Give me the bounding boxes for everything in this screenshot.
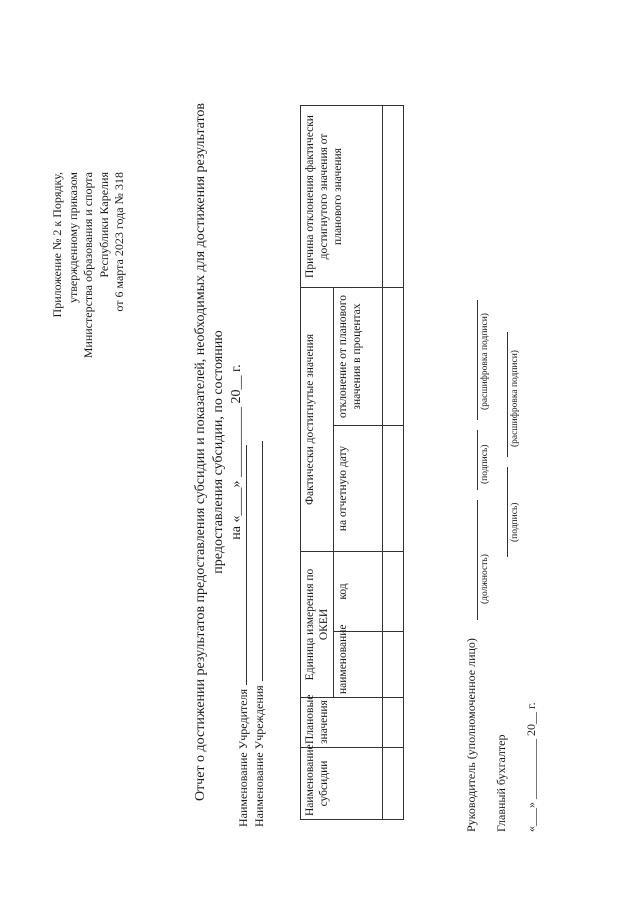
institution-label: Наименование Учреждения [252, 685, 266, 827]
annex-line: утвержденному приказом [65, 172, 80, 303]
signature-date-line: «___» __________ 20__ г. [524, 702, 538, 832]
annex-line: Министерства образования и спорта [81, 172, 95, 359]
header-planned-values: Плановые значения [301, 698, 383, 748]
head-position-line[interactable] [477, 500, 478, 620]
header-actual-date: на отчетную дату [334, 426, 383, 552]
signature-caption: (подпись) [480, 444, 490, 484]
annex-line: Республики Карелия [96, 172, 111, 278]
head-label: Руководитель (уполномоченное лицо) [464, 638, 478, 832]
accountant-label: Главный бухгалтер [494, 734, 508, 832]
signature-caption: (подпись) [510, 502, 520, 542]
rotated-landscape-form [20, 22, 620, 882]
header-unit-okei: Единица измерения по ОКЕИ [301, 552, 334, 698]
table-cell[interactable] [383, 106, 404, 288]
header-deviation-reason: Причина отклонения фактически достигнутого значения от планового значения [301, 106, 383, 288]
table-cell[interactable] [383, 748, 404, 820]
founder-input-line[interactable] [236, 445, 247, 685]
institution-field [252, 441, 266, 827]
position-caption: (должность) [480, 554, 490, 604]
table-cell[interactable] [383, 288, 404, 426]
report-title-line1: Отчет о достижении результатов предоставления субсидии и показателей, необходимых для достижения результатов [193, 102, 208, 802]
head-signature-line[interactable] [477, 430, 478, 490]
accountant-decoding-line[interactable] [507, 332, 508, 457]
results-table [300, 105, 404, 820]
decoding-caption: (расшифровка подписи) [510, 350, 520, 447]
table-cell[interactable] [383, 552, 404, 632]
institution-input-line[interactable] [252, 441, 263, 681]
accountant-signature-line[interactable] [507, 467, 508, 557]
annex-line: от 6 марта 2023 года № 318 [112, 172, 126, 312]
founder-field [236, 445, 250, 827]
table-row [383, 106, 404, 820]
report-date-line: на «____» __________ 20__ г. [229, 364, 244, 540]
table-cell[interactable] [383, 632, 404, 698]
annex-line: Приложение № 2 к Порядку, [50, 172, 64, 318]
annex-header [50, 172, 128, 358]
header-unit-code: код [334, 552, 383, 632]
head-decoding-line[interactable] [477, 300, 478, 420]
header-subsidy-name: Наименование субсидии [301, 748, 383, 820]
report-title-line2: предоставления субсидии, по состоянию [211, 330, 226, 574]
header-actual-values: Фактически достигнутые значения [301, 288, 334, 552]
founder-label: Наименование Учредителя [236, 688, 250, 827]
table-cell[interactable] [383, 698, 404, 748]
table-cell[interactable] [383, 426, 404, 552]
header-actual-deviation: отклонение от планового значения в процентах [334, 288, 383, 426]
header-unit-name: наименование [334, 632, 383, 698]
decoding-caption: (расшифровка подписи) [480, 313, 490, 410]
